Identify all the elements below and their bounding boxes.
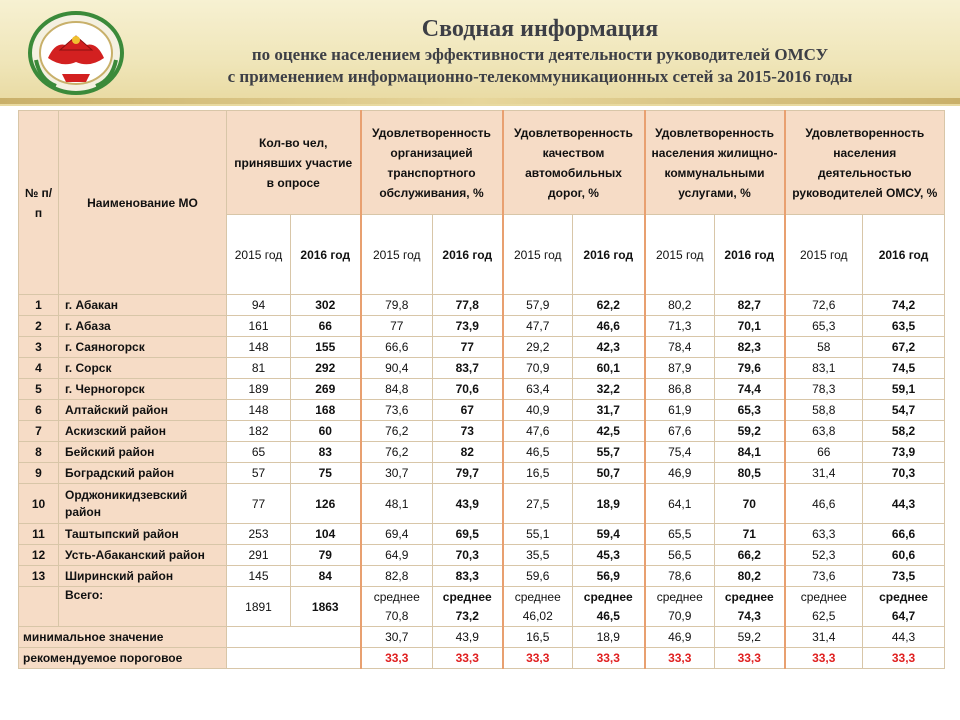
row-value: 62,2 bbox=[573, 295, 645, 316]
table-body bbox=[19, 295, 945, 669]
average-value: 62,5 bbox=[812, 608, 836, 623]
row-name: Усть-Абаканский район bbox=[59, 545, 227, 566]
row-value: 63,5 bbox=[863, 316, 945, 337]
min-value: 18,9 bbox=[573, 627, 645, 648]
average-word: среднее bbox=[442, 589, 492, 604]
row-value: 73,9 bbox=[433, 316, 503, 337]
row-value: 31,4 bbox=[785, 463, 863, 484]
total-average bbox=[573, 587, 645, 627]
threshold-value: 33,3 bbox=[361, 648, 433, 669]
row-value: 67 bbox=[433, 400, 503, 421]
min-label: минимальное значение bbox=[19, 627, 227, 648]
column-header-utilities: Удовлетворенность населения жилищно-коммунальными услугами, % bbox=[645, 111, 785, 215]
row-value: 83 bbox=[291, 442, 361, 463]
total-average bbox=[715, 587, 785, 627]
row-value: 64,1 bbox=[645, 484, 715, 524]
total-average bbox=[863, 587, 945, 627]
min-value: 16,5 bbox=[503, 627, 573, 648]
row-value: 84,1 bbox=[715, 442, 785, 463]
row-value: 72,6 bbox=[785, 295, 863, 316]
row-value: 65,3 bbox=[715, 400, 785, 421]
threshold-value: 33,3 bbox=[573, 648, 645, 669]
year-2015-header: 2015 год bbox=[785, 215, 863, 295]
row-value: 16,5 bbox=[503, 463, 573, 484]
total-average bbox=[645, 587, 715, 627]
row-value: 44,3 bbox=[863, 484, 945, 524]
min-row bbox=[19, 627, 945, 648]
row-value: 73 bbox=[433, 421, 503, 442]
threshold-value: 33,3 bbox=[433, 648, 503, 669]
row-number: 10 bbox=[19, 484, 59, 524]
column-header-number: № п/п bbox=[19, 111, 59, 295]
row-value: 58,8 bbox=[785, 400, 863, 421]
row-value: 42,5 bbox=[573, 421, 645, 442]
average-word: среднее bbox=[373, 589, 420, 604]
row-value: 75,4 bbox=[645, 442, 715, 463]
row-value: 66,6 bbox=[863, 524, 945, 545]
row-value: 63,3 bbox=[785, 524, 863, 545]
row-value: 30,7 bbox=[361, 463, 433, 484]
title-block bbox=[140, 14, 940, 88]
row-value: 168 bbox=[291, 400, 361, 421]
average-value: 70,9 bbox=[668, 608, 692, 623]
average-value: 74,3 bbox=[737, 608, 761, 623]
row-value: 77 bbox=[361, 316, 433, 337]
average-word: среднее bbox=[583, 589, 633, 604]
threshold-value: 33,3 bbox=[645, 648, 715, 669]
row-value: 77 bbox=[227, 484, 291, 524]
row-name: Бейский район bbox=[59, 442, 227, 463]
total-average bbox=[433, 587, 503, 627]
row-value: 291 bbox=[227, 545, 291, 566]
row-value: 73,6 bbox=[785, 566, 863, 587]
row-value: 189 bbox=[227, 379, 291, 400]
row-value: 79,6 bbox=[715, 358, 785, 379]
row-name: Аскизский район bbox=[59, 421, 227, 442]
table-row bbox=[19, 421, 945, 442]
row-value: 59,2 bbox=[715, 421, 785, 442]
row-value: 55,7 bbox=[573, 442, 645, 463]
total-label: Всего: bbox=[59, 587, 227, 627]
row-value: 70,3 bbox=[433, 545, 503, 566]
average-value: 46,5 bbox=[596, 608, 620, 623]
page-subtitle-line2: с применением информационно-телекоммуникационных сетей за 2015-2016 годы bbox=[227, 67, 853, 86]
row-value: 73,6 bbox=[361, 400, 433, 421]
row-value: 83,3 bbox=[433, 566, 503, 587]
row-value: 78,3 bbox=[785, 379, 863, 400]
row-value: 77,8 bbox=[433, 295, 503, 316]
row-value: 148 bbox=[227, 400, 291, 421]
row-name: г. Абакан bbox=[59, 295, 227, 316]
row-value: 46,5 bbox=[503, 442, 573, 463]
row-value: 80,5 bbox=[715, 463, 785, 484]
row-value: 73,9 bbox=[863, 442, 945, 463]
row-value: 83,1 bbox=[785, 358, 863, 379]
summary-table bbox=[18, 110, 945, 669]
row-value: 65 bbox=[227, 442, 291, 463]
min-value: 46,9 bbox=[645, 627, 715, 648]
row-value: 70 bbox=[715, 484, 785, 524]
row-value: 71 bbox=[715, 524, 785, 545]
row-number: 2 bbox=[19, 316, 59, 337]
row-value: 80,2 bbox=[645, 295, 715, 316]
row-value: 70,3 bbox=[863, 463, 945, 484]
row-value: 42,3 bbox=[573, 337, 645, 358]
total-count-2016: 1863 bbox=[291, 587, 361, 627]
threshold-value: 33,3 bbox=[715, 648, 785, 669]
row-value: 155 bbox=[291, 337, 361, 358]
row-value: 76,2 bbox=[361, 421, 433, 442]
row-value: 86,8 bbox=[645, 379, 715, 400]
row-value: 60,6 bbox=[863, 545, 945, 566]
total-count-2015: 1891 bbox=[227, 587, 291, 627]
row-value: 71,3 bbox=[645, 316, 715, 337]
min-value: 30,7 bbox=[361, 627, 433, 648]
average-value: 46,02 bbox=[522, 608, 553, 623]
row-number: 11 bbox=[19, 524, 59, 545]
row-value: 126 bbox=[291, 484, 361, 524]
row-value: 60,1 bbox=[573, 358, 645, 379]
row-value: 269 bbox=[291, 379, 361, 400]
row-value: 67,6 bbox=[645, 421, 715, 442]
row-value: 54,7 bbox=[863, 400, 945, 421]
row-value: 302 bbox=[291, 295, 361, 316]
row-name: Ширинский район bbox=[59, 566, 227, 587]
row-number: 1 bbox=[19, 295, 59, 316]
row-number: 3 bbox=[19, 337, 59, 358]
row-value: 161 bbox=[227, 316, 291, 337]
page-title: Сводная информация bbox=[421, 16, 659, 42]
row-value: 64,9 bbox=[361, 545, 433, 566]
row-value: 79 bbox=[291, 545, 361, 566]
threshold-value: 33,3 bbox=[503, 648, 573, 669]
total-average bbox=[503, 587, 573, 627]
row-value: 76,2 bbox=[361, 442, 433, 463]
row-value: 81 bbox=[227, 358, 291, 379]
year-2016-header: 2016 год bbox=[291, 215, 361, 295]
column-header-omsu: Удовлетворенность населения деятельностью руководителей ОМСУ, % bbox=[785, 111, 945, 215]
row-value: 32,2 bbox=[573, 379, 645, 400]
row-number: 6 bbox=[19, 400, 59, 421]
column-header-name: Наименование МО bbox=[59, 111, 227, 295]
min-value: 31,4 bbox=[785, 627, 863, 648]
row-name: Алтайский район bbox=[59, 400, 227, 421]
average-value: 73,2 bbox=[455, 608, 479, 623]
row-value: 82,3 bbox=[715, 337, 785, 358]
row-number: 12 bbox=[19, 545, 59, 566]
row-value: 75 bbox=[291, 463, 361, 484]
min-empty-cell bbox=[227, 627, 361, 648]
page-subtitle-line1: по оценке населением эффективности деятельности руководителей ОМСУ bbox=[251, 45, 829, 64]
table-row bbox=[19, 358, 945, 379]
row-value: 84 bbox=[291, 566, 361, 587]
coat-of-arms-icon bbox=[26, 10, 126, 96]
average-word: среднее bbox=[514, 589, 561, 604]
row-value: 74,2 bbox=[863, 295, 945, 316]
table-row bbox=[19, 442, 945, 463]
row-value: 58 bbox=[785, 337, 863, 358]
row-value: 43,9 bbox=[433, 484, 503, 524]
row-name: г. Саяногорск bbox=[59, 337, 227, 358]
row-value: 84,8 bbox=[361, 379, 433, 400]
row-name: Таштыпский район bbox=[59, 524, 227, 545]
average-value: 70,8 bbox=[385, 608, 409, 623]
row-value: 40,9 bbox=[503, 400, 573, 421]
row-name: г. Черногорск bbox=[59, 379, 227, 400]
row-value: 292 bbox=[291, 358, 361, 379]
row-value: 59,4 bbox=[573, 524, 645, 545]
row-value: 145 bbox=[227, 566, 291, 587]
row-value: 90,4 bbox=[361, 358, 433, 379]
row-value: 31,7 bbox=[573, 400, 645, 421]
row-value: 78,4 bbox=[645, 337, 715, 358]
row-value: 35,5 bbox=[503, 545, 573, 566]
row-value: 79,7 bbox=[433, 463, 503, 484]
row-value: 65,5 bbox=[645, 524, 715, 545]
column-header-roads: Удовлетворенность качеством автомобильных дорог, % bbox=[503, 111, 645, 215]
row-value: 60 bbox=[291, 421, 361, 442]
year-2015-header: 2015 год bbox=[503, 215, 573, 295]
row-value: 74,4 bbox=[715, 379, 785, 400]
threshold-value: 33,3 bbox=[863, 648, 945, 669]
row-value: 61,9 bbox=[645, 400, 715, 421]
row-value: 253 bbox=[227, 524, 291, 545]
table-row bbox=[19, 379, 945, 400]
row-value: 77 bbox=[433, 337, 503, 358]
row-name: г. Абаза bbox=[59, 316, 227, 337]
total-average bbox=[361, 587, 433, 627]
table-row bbox=[19, 484, 945, 524]
row-value: 29,2 bbox=[503, 337, 573, 358]
row-value: 48,1 bbox=[361, 484, 433, 524]
row-value: 58,2 bbox=[863, 421, 945, 442]
row-number: 4 bbox=[19, 358, 59, 379]
row-value: 70,6 bbox=[433, 379, 503, 400]
year-2016-header: 2016 год bbox=[573, 215, 645, 295]
row-value: 55,1 bbox=[503, 524, 573, 545]
row-value: 45,3 bbox=[573, 545, 645, 566]
table-row bbox=[19, 463, 945, 484]
row-value: 67,2 bbox=[863, 337, 945, 358]
row-value: 57,9 bbox=[503, 295, 573, 316]
average-word: среднее bbox=[724, 589, 774, 604]
total-number-cell bbox=[19, 587, 59, 627]
row-value: 66 bbox=[291, 316, 361, 337]
row-value: 47,6 bbox=[503, 421, 573, 442]
row-value: 104 bbox=[291, 524, 361, 545]
row-value: 79,8 bbox=[361, 295, 433, 316]
row-name: Боградский район bbox=[59, 463, 227, 484]
min-value: 59,2 bbox=[715, 627, 785, 648]
table-row bbox=[19, 524, 945, 545]
row-value: 74,5 bbox=[863, 358, 945, 379]
average-word: среднее bbox=[879, 589, 928, 604]
row-value: 87,9 bbox=[645, 358, 715, 379]
row-value: 47,7 bbox=[503, 316, 573, 337]
row-number: 13 bbox=[19, 566, 59, 587]
year-2016-header: 2016 год bbox=[863, 215, 945, 295]
row-value: 78,6 bbox=[645, 566, 715, 587]
row-number: 8 bbox=[19, 442, 59, 463]
row-value: 57 bbox=[227, 463, 291, 484]
row-name: г. Сорск bbox=[59, 358, 227, 379]
row-value: 59,1 bbox=[863, 379, 945, 400]
average-value: 64,7 bbox=[891, 608, 916, 623]
row-value: 52,3 bbox=[785, 545, 863, 566]
table-row bbox=[19, 400, 945, 421]
row-number: 9 bbox=[19, 463, 59, 484]
row-value: 56,9 bbox=[573, 566, 645, 587]
row-value: 59,6 bbox=[503, 566, 573, 587]
row-value: 18,9 bbox=[573, 484, 645, 524]
row-name: Орджоникидзевский район bbox=[59, 484, 227, 524]
row-value: 46,6 bbox=[573, 316, 645, 337]
row-value: 70,9 bbox=[503, 358, 573, 379]
average-word: среднее bbox=[656, 589, 703, 604]
row-value: 66,6 bbox=[361, 337, 433, 358]
min-value: 43,9 bbox=[433, 627, 503, 648]
row-value: 50,7 bbox=[573, 463, 645, 484]
row-value: 83,7 bbox=[433, 358, 503, 379]
table-row bbox=[19, 316, 945, 337]
row-value: 66,2 bbox=[715, 545, 785, 566]
header-divider bbox=[0, 98, 960, 104]
row-value: 70,1 bbox=[715, 316, 785, 337]
row-value: 46,9 bbox=[645, 463, 715, 484]
year-2016-header: 2016 год bbox=[433, 215, 503, 295]
row-number: 7 bbox=[19, 421, 59, 442]
row-value: 56,5 bbox=[645, 545, 715, 566]
table-row bbox=[19, 337, 945, 358]
year-2015-header: 2015 год bbox=[361, 215, 433, 295]
table-row bbox=[19, 566, 945, 587]
row-value: 94 bbox=[227, 295, 291, 316]
row-value: 65,3 bbox=[785, 316, 863, 337]
row-value: 82,8 bbox=[361, 566, 433, 587]
row-value: 63,4 bbox=[503, 379, 573, 400]
column-header-participants: Кол-во чел, принявших участие в опросе bbox=[227, 111, 361, 215]
threshold-empty-cell bbox=[227, 648, 361, 669]
row-value: 82,7 bbox=[715, 295, 785, 316]
row-value: 80,2 bbox=[715, 566, 785, 587]
row-number: 5 bbox=[19, 379, 59, 400]
table-row bbox=[19, 295, 945, 316]
total-average bbox=[785, 587, 863, 627]
threshold-value: 33,3 bbox=[785, 648, 863, 669]
table-row bbox=[19, 545, 945, 566]
row-value: 148 bbox=[227, 337, 291, 358]
row-value: 82 bbox=[433, 442, 503, 463]
row-value: 73,5 bbox=[863, 566, 945, 587]
year-2015-header: 2015 год bbox=[645, 215, 715, 295]
row-value: 46,6 bbox=[785, 484, 863, 524]
row-value: 66 bbox=[785, 442, 863, 463]
year-2015-header: 2015 год bbox=[227, 215, 291, 295]
min-value: 44,3 bbox=[863, 627, 945, 648]
year-2016-header: 2016 год bbox=[715, 215, 785, 295]
row-value: 182 bbox=[227, 421, 291, 442]
total-row bbox=[19, 587, 945, 627]
row-value: 69,5 bbox=[433, 524, 503, 545]
row-value: 27,5 bbox=[503, 484, 573, 524]
average-word: среднее bbox=[800, 589, 847, 604]
row-value: 69,4 bbox=[361, 524, 433, 545]
column-header-transport: Удовлетворенность организацией транспортного обслуживания, % bbox=[361, 111, 503, 215]
threshold-row bbox=[19, 648, 945, 669]
threshold-label: рекомендуемое пороговое bbox=[19, 648, 227, 669]
row-value: 63,8 bbox=[785, 421, 863, 442]
